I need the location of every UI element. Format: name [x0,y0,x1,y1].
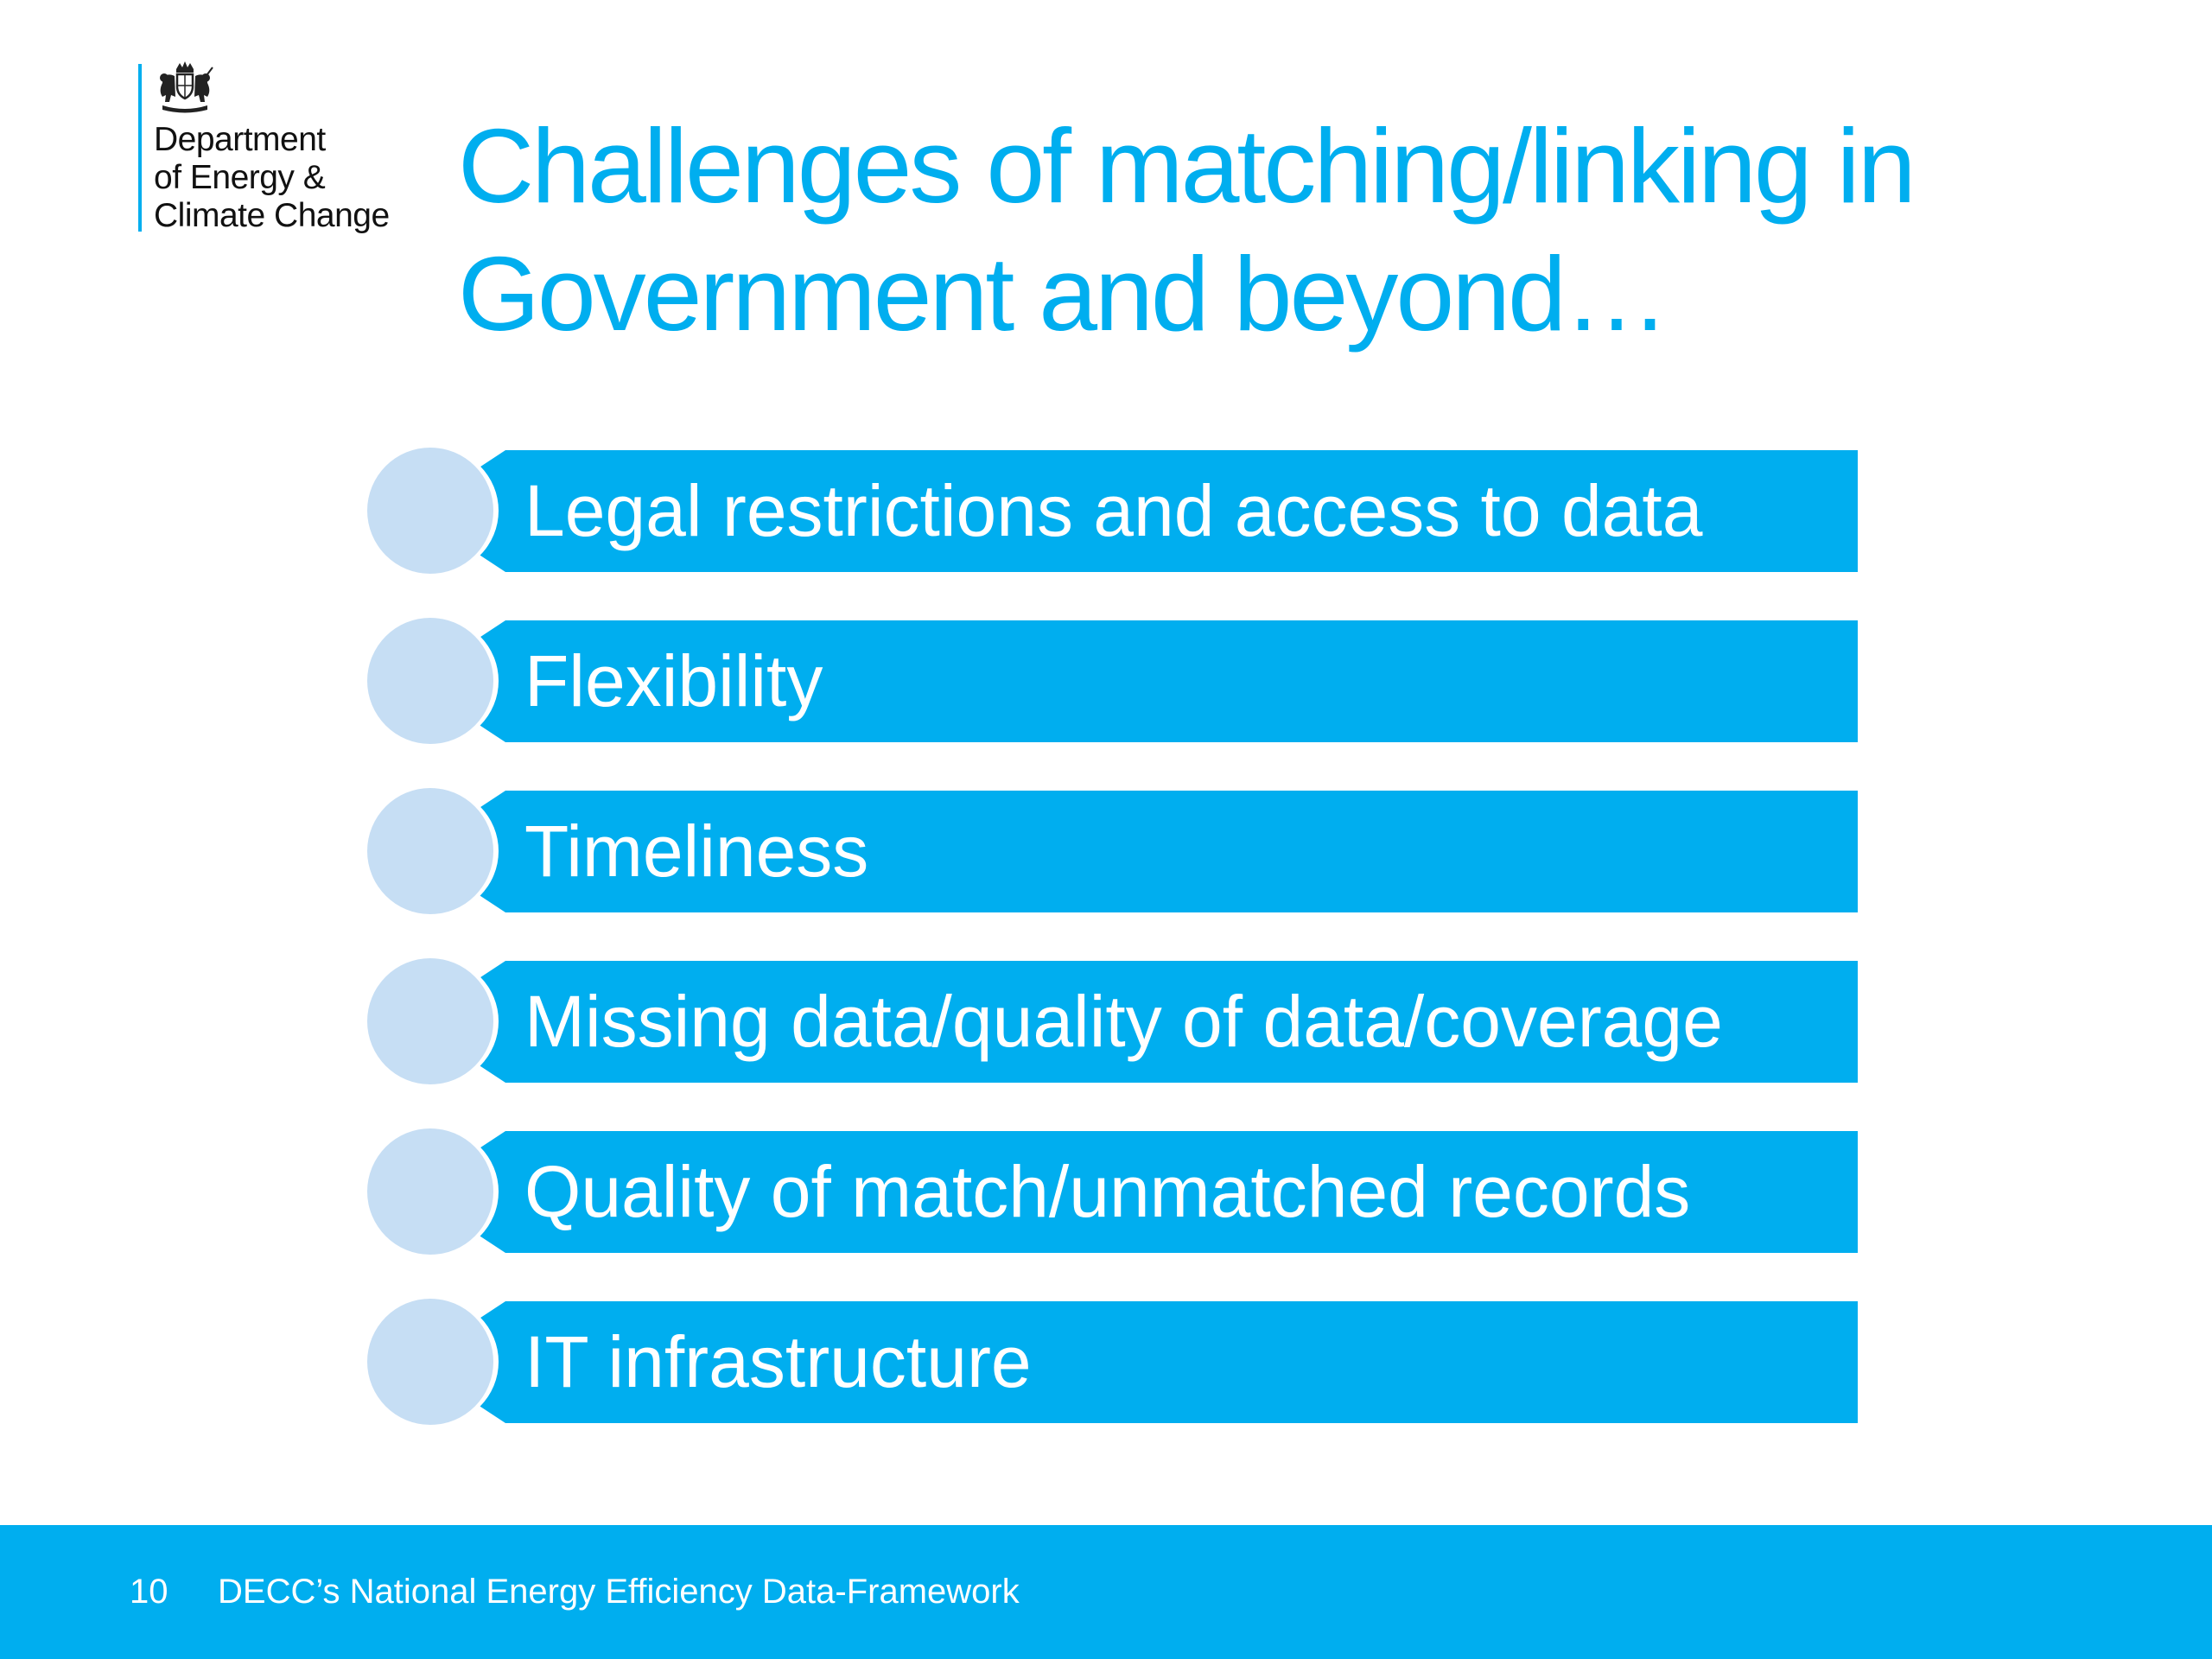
logo-accent-rule [138,64,142,232]
challenge-bullet-circle [367,448,493,574]
challenge-item [367,1128,1862,1255]
challenge-bullet-circle [367,788,493,914]
challenge-item [367,788,1862,914]
challenge-label: IT infrastructure [524,1321,1032,1402]
challenge-label: Legal restrictions and access to data [524,470,1703,551]
department-logo [138,60,415,233]
challenge-bullet-circle [367,958,493,1084]
challenge-item [367,1299,1862,1425]
challenge-item [367,618,1862,744]
department-name-line-2: of Energy & [154,159,326,196]
challenge-bullet-circle [367,1128,493,1255]
challenge-label: Timeliness [524,810,869,892]
challenge-label: Quality of match/unmatched records [524,1151,1691,1232]
challenge-label: Flexibility [524,640,823,721]
department-name-line-3: Climate Change [154,197,390,234]
slide-title [458,102,2100,358]
challenge-item [367,958,1862,1084]
page-number: 10 [130,1573,168,1611]
challenge-bullet-circle [367,618,493,744]
royal-coat-of-arms-icon [150,60,219,114]
footer-bar [0,1525,2212,1659]
slide-title-line-1: Challenges of matching/linking in [458,107,1914,225]
challenge-bullet-circle [367,1299,493,1425]
slide-title-line-2: Government and beyond… [458,235,1667,353]
challenge-item [367,448,1862,574]
footer-title: DECC’s National Energy Efficiency Data-Framework [218,1573,1020,1611]
department-name [154,121,430,235]
challenge-label: Missing data/quality of data/coverage [524,981,1723,1062]
department-name-line-1: Department [154,121,326,158]
challenge-list [367,448,1862,1433]
